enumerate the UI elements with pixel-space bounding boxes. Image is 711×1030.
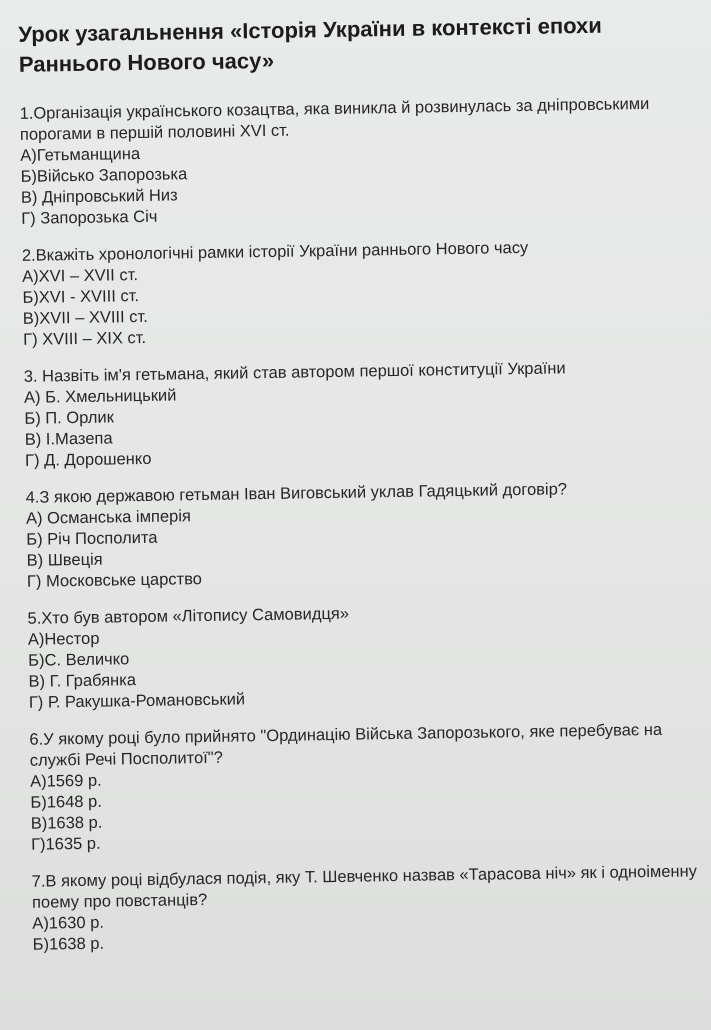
answer-option: Г) Р. Ракушка-Романовський <box>28 690 246 712</box>
answer-option: А)1569 р. <box>29 771 102 791</box>
question-1 <box>19 93 700 230</box>
answer-option: Г)1635 р. <box>30 834 101 854</box>
question-2 <box>22 235 703 351</box>
answer-option: В) Дніпровський Низ <box>20 186 178 207</box>
answer-option: Б)XVI - XVIII ст. <box>22 287 140 307</box>
answer-option: В) Швеція <box>26 550 103 570</box>
question-5 <box>27 598 708 714</box>
answer-option: А)1630 р. <box>32 913 105 933</box>
answer-option: В)XVII – XVIII ст. <box>22 307 148 328</box>
question-text: 3. Назвіть ім'я гетьмана, який став автором першої конституції України <box>23 359 566 386</box>
answer-option: Б)С. Величко <box>28 650 130 670</box>
answer-option: В) І.Мазепа <box>24 429 113 449</box>
question-6 <box>29 719 710 856</box>
answer-option: Г) XVIII – XIX ст. <box>23 328 147 349</box>
answer-option: Б)Військо Запорозька <box>20 165 188 186</box>
answer-option: Б) П. Орлик <box>24 408 115 428</box>
question-3 <box>24 356 705 472</box>
question-7 <box>32 861 711 956</box>
answer-option: А) Османська імперія <box>25 507 192 528</box>
answer-option: В)1638 р. <box>30 813 103 833</box>
question-text: 7.В якому році відбулася подія, яку Т. Шевченко назвав «Тарасова ніч» як і одноіменну поему про повстанців? <box>31 862 698 912</box>
answer-option: Б)1648 р. <box>30 792 102 812</box>
answer-option: В) Г. Грабянка <box>28 671 137 691</box>
question-text: 6.У якому році було прийнято "Ординацію Війська Запорозького, яке перебуває на службі Речі Посполитої"? <box>29 720 663 770</box>
question-text: 2.Вкажіть хронологічні рамки історії України раннього Нового часу <box>21 238 529 265</box>
answer-option: Б)1638 р. <box>32 934 105 954</box>
question-4 <box>26 477 707 593</box>
answer-option: Г) Д. Дорошенко <box>24 449 152 470</box>
answer-option: Б) Річ Посполита <box>26 528 158 549</box>
answer-option: А)Гетьманщина <box>20 144 141 165</box>
answer-option: Г) Московське царство <box>26 570 203 591</box>
question-text: 5.Хто був автором «Літопису Самовидця» <box>27 604 350 628</box>
answer-option: А)Нестор <box>27 629 100 649</box>
page-title: Урок узагальнення «Історія України в контексті епохи Раннього Нового часу» <box>18 12 603 77</box>
answer-option: Г) Запорозька Січ <box>21 207 158 228</box>
answer-option: А)XVI – XVII ст. <box>22 266 139 286</box>
question-text: 4.З якою державою гетьман Іван Виговський уклав Гадяцький договір? <box>25 480 568 507</box>
question-text: 1.Організація українського козацтва, яка виникла й розвинулась за дніпровськими порогами в першій половині XVI ст. <box>19 94 650 144</box>
answer-option: А) Б. Хмельницький <box>23 386 177 407</box>
